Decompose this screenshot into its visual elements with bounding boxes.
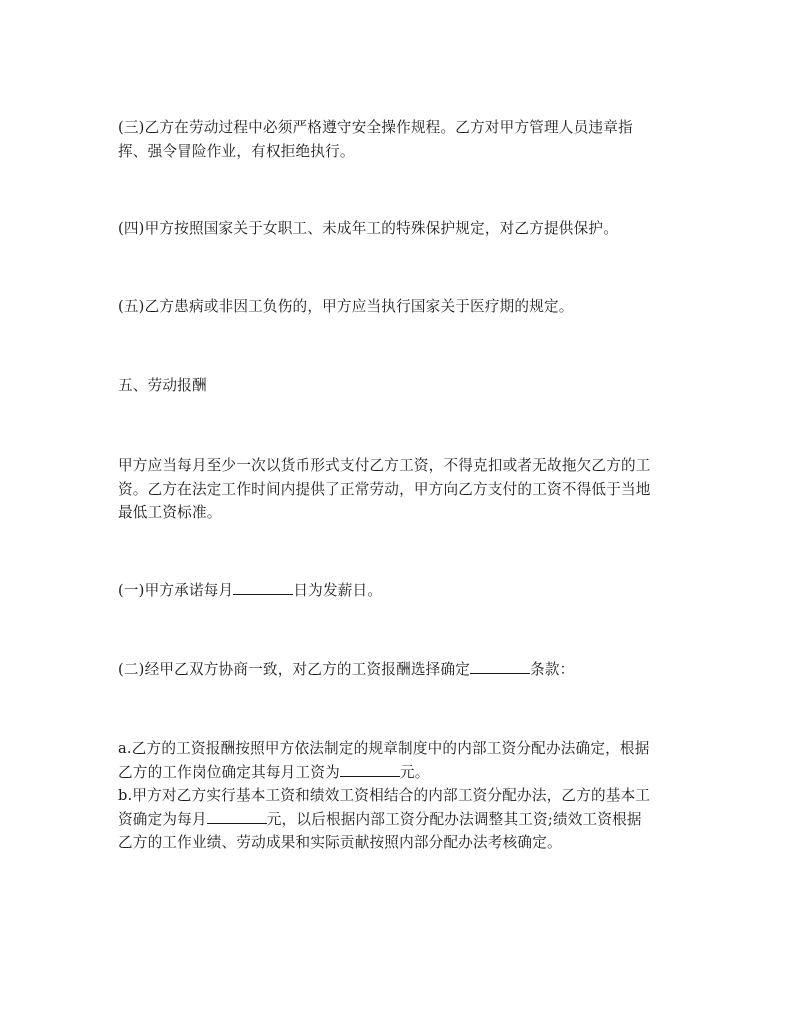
- option-a-paragraph: [118, 737, 680, 855]
- option-b-line-1: b.甲方对乙方实行基本工资和绩效工资相结合的内部工资分配办法，乙方的基本工: [118, 787, 651, 804]
- section-5-heading: [118, 374, 680, 398]
- option-b-text-before: 资确定为每月: [118, 810, 207, 828]
- option-b-text-after: 元，以后根据内部工资分配办法调整其工资;绩效工资根据: [266, 810, 642, 828]
- wage-intro-paragraph: [118, 454, 680, 525]
- option-line: [118, 658, 680, 682]
- wage-intro-line-3: 最低工资标准。: [118, 504, 222, 521]
- wage-intro-line-1: 甲方应当每月至少一次以货币形式支付乙方工资，不得克扣或者无故拖欠乙方的工: [118, 457, 651, 474]
- clause-5-paragraph: [118, 295, 680, 319]
- option-b-line-2: [118, 808, 680, 832]
- clause-4-line-1: (四)甲方按照国家关于女职工、未成年工的特殊保护规定，对乙方提供保护。: [118, 220, 618, 237]
- section-heading-text: 五、劳动报酬: [118, 377, 207, 394]
- payday-blank-field[interactable]: [233, 579, 293, 595]
- payday-clause: [118, 579, 680, 603]
- option-a-text-after: 元。: [399, 763, 430, 781]
- payday-text-before: (一)甲方承诺每月: [118, 582, 234, 599]
- clause-3-line-2: 挥、强令冒险作业，有权拒绝执行。: [118, 142, 355, 160]
- option-b-line-3: 乙方的工作业绩、劳动成果和实际贡献按照内部分配办法考核确定。: [118, 834, 562, 851]
- clause-3-paragraph: [118, 116, 680, 163]
- payday-text-after: 日为发薪日。: [293, 582, 383, 599]
- option-text-after: 条款：: [530, 661, 575, 678]
- option-text-before: (二)经甲乙双方协商一致，对乙方的工资报酬选择确定: [118, 661, 471, 678]
- option-a-text-before: 乙方的工作岗位确定其每月工资为: [118, 763, 340, 781]
- clause-3-line-1: (三)乙方在劳动过程中必须严格遵守安全操作规程。乙方对甲方管理人员违章指: [118, 119, 633, 136]
- option-blank-field[interactable]: [470, 658, 530, 674]
- wage-intro-line-2: 资。乙方在法定工作时间内提供了正常劳动，甲方向乙方支付的工资不得低于当地: [118, 480, 651, 498]
- option-clause: [118, 658, 680, 682]
- option-a-line-2: [118, 761, 680, 785]
- base-wage-blank-field[interactable]: [207, 808, 267, 824]
- clause-5-line-1: (五)乙方患病或非因工负伤的，甲方应当执行国家关于医疗期的规定。: [118, 298, 574, 315]
- monthly-wage-blank-field[interactable]: [340, 761, 400, 777]
- clause-4-paragraph: [118, 217, 680, 241]
- payday-line: [118, 579, 680, 603]
- option-a-line-1: a.乙方的工资报酬按照甲方依法制定的规章制度中的内部工资分配办法确定，根据: [118, 740, 650, 757]
